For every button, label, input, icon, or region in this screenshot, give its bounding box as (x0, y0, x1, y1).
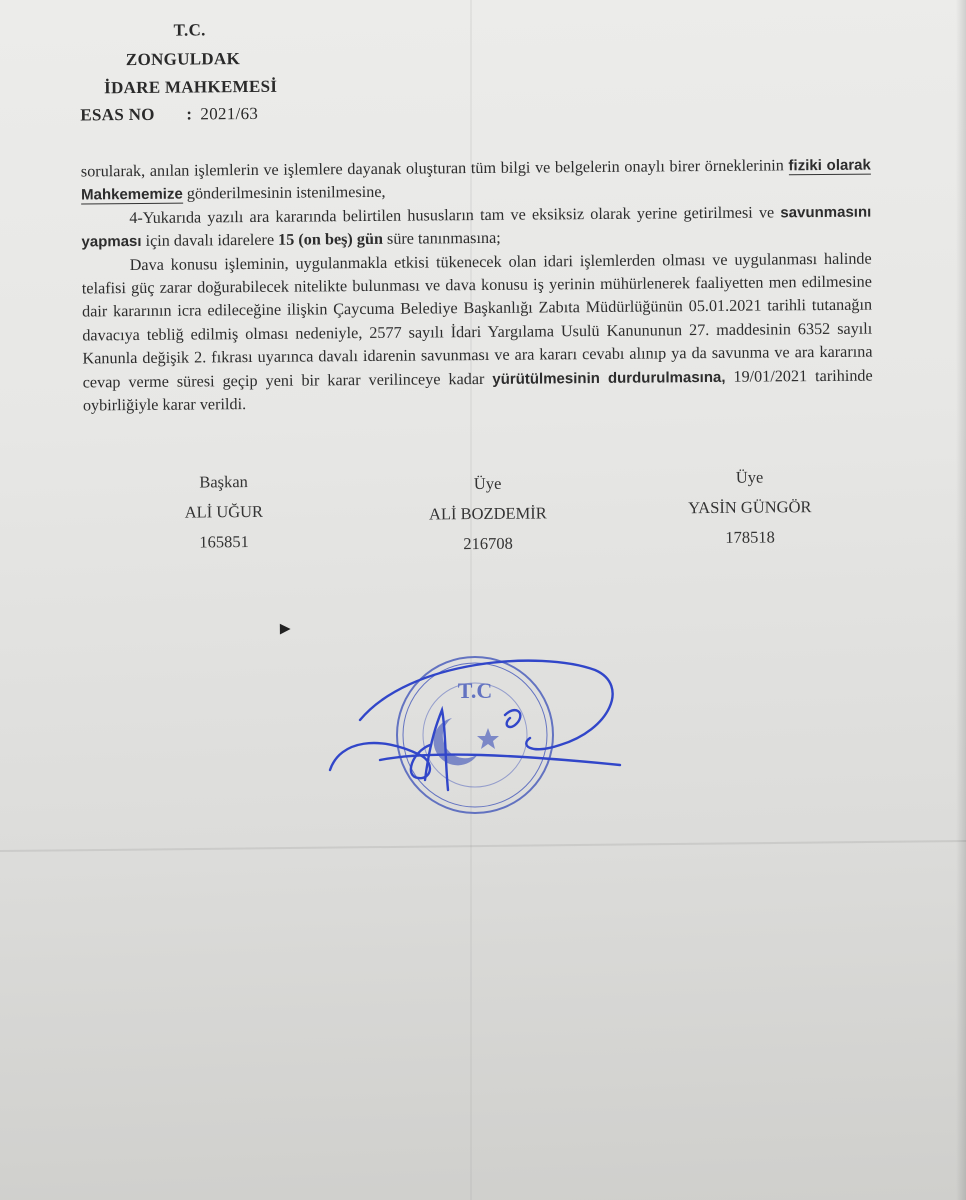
emphasis-text: yürütülmesinin durdurulmasına, (492, 368, 726, 388)
signature-block-member-2 (649, 462, 850, 554)
header-republic: T.C. (173, 20, 206, 40)
paragraph-text: gönderilmesinin istenilmesine, (182, 183, 386, 203)
paragraph-text: 19/01/2021 tarihinde oybirliğiyle karar verildi. (82, 366, 873, 415)
header-city: ZONGULDAK (125, 49, 241, 70)
court-stamp-seal (320, 640, 640, 840)
signature-name: ALİ UĞUR (184, 501, 264, 522)
paragraph-text: 4-Yukarıda yazılı ara kararında belirtilen hususların tam ve eksiksiz olarak yerine getirilmesi ve (129, 203, 781, 227)
emphasis-text: fiziki olarak Mahkememize (80, 156, 871, 204)
signature-number: 216708 (463, 533, 513, 554)
signature-name: ALİ BOZDEMİR (428, 503, 547, 524)
stamp-center-text: T.C (457, 678, 493, 703)
signature-role: Üye (735, 467, 764, 487)
signature-number: 165851 (199, 532, 249, 552)
signature-role: Üye (473, 473, 502, 494)
case-number-value: 2021/63 (200, 103, 259, 124)
signature-block-member-1 (387, 468, 588, 560)
paragraph-request-documents (81, 154, 871, 208)
emphasis-text: 15 (on beş) gün (278, 230, 384, 249)
signature-number: 178518 (725, 527, 775, 547)
paragraph-defense-period (81, 200, 871, 254)
paragraph-text: için davalı idarelere (141, 230, 279, 251)
emphasis-text: savunmasını yapması (81, 203, 872, 251)
stray-pen-mark: ▶ (279, 621, 291, 637)
paragraph-stay-of-execution (82, 247, 873, 418)
signature-block-president (123, 466, 324, 558)
case-number-label: ESAS NO (80, 104, 155, 125)
header-court: İDARE MAHKEMESİ (104, 76, 278, 98)
signature-role: Başkan (199, 472, 248, 492)
decision-body (81, 154, 873, 418)
paragraph-text: süre tanınmasına; (382, 229, 501, 249)
signature-name: YASİN GÜNGÖR (688, 497, 812, 518)
case-number-separator: : (186, 104, 193, 124)
paragraph-text: Dava konusu işleminin, uygulanmakla etkisi tükenecek olan idari işlemlerden olması ve uygulanması halinde telafisi güç zarar doğurabilecek nitelikte bulunması ve dava konusu iş yerinin mühürlenerek faaliyetten men edilmesine dair kararının icra edileceğine ilişkin Çaycuma Belediye Başkanlığı Zabıta Müdürlüğünün 05.01.2021 tarihli tutanağın davacıya tebliğ edilmiş olması nedeniyle, 2577 sayılı İdari Yargılama Usulü Kanununun 27. maddesinin 6352 sayılı Kanunla değişik 2. fıkrası uyarınca davalı idarenin savunması ve ara kararı cevabı alınıp ya da savunma ve ara kararına cevap verme süresi geçip yeni bir karar verilinceye kadar (81, 249, 873, 392)
paragraph-text: sorularak, anılan işlemlerin ve işlemlere dayanak oluşturan tüm bilgi ve belgelerin onaylı birer örneklerinin (80, 156, 789, 181)
